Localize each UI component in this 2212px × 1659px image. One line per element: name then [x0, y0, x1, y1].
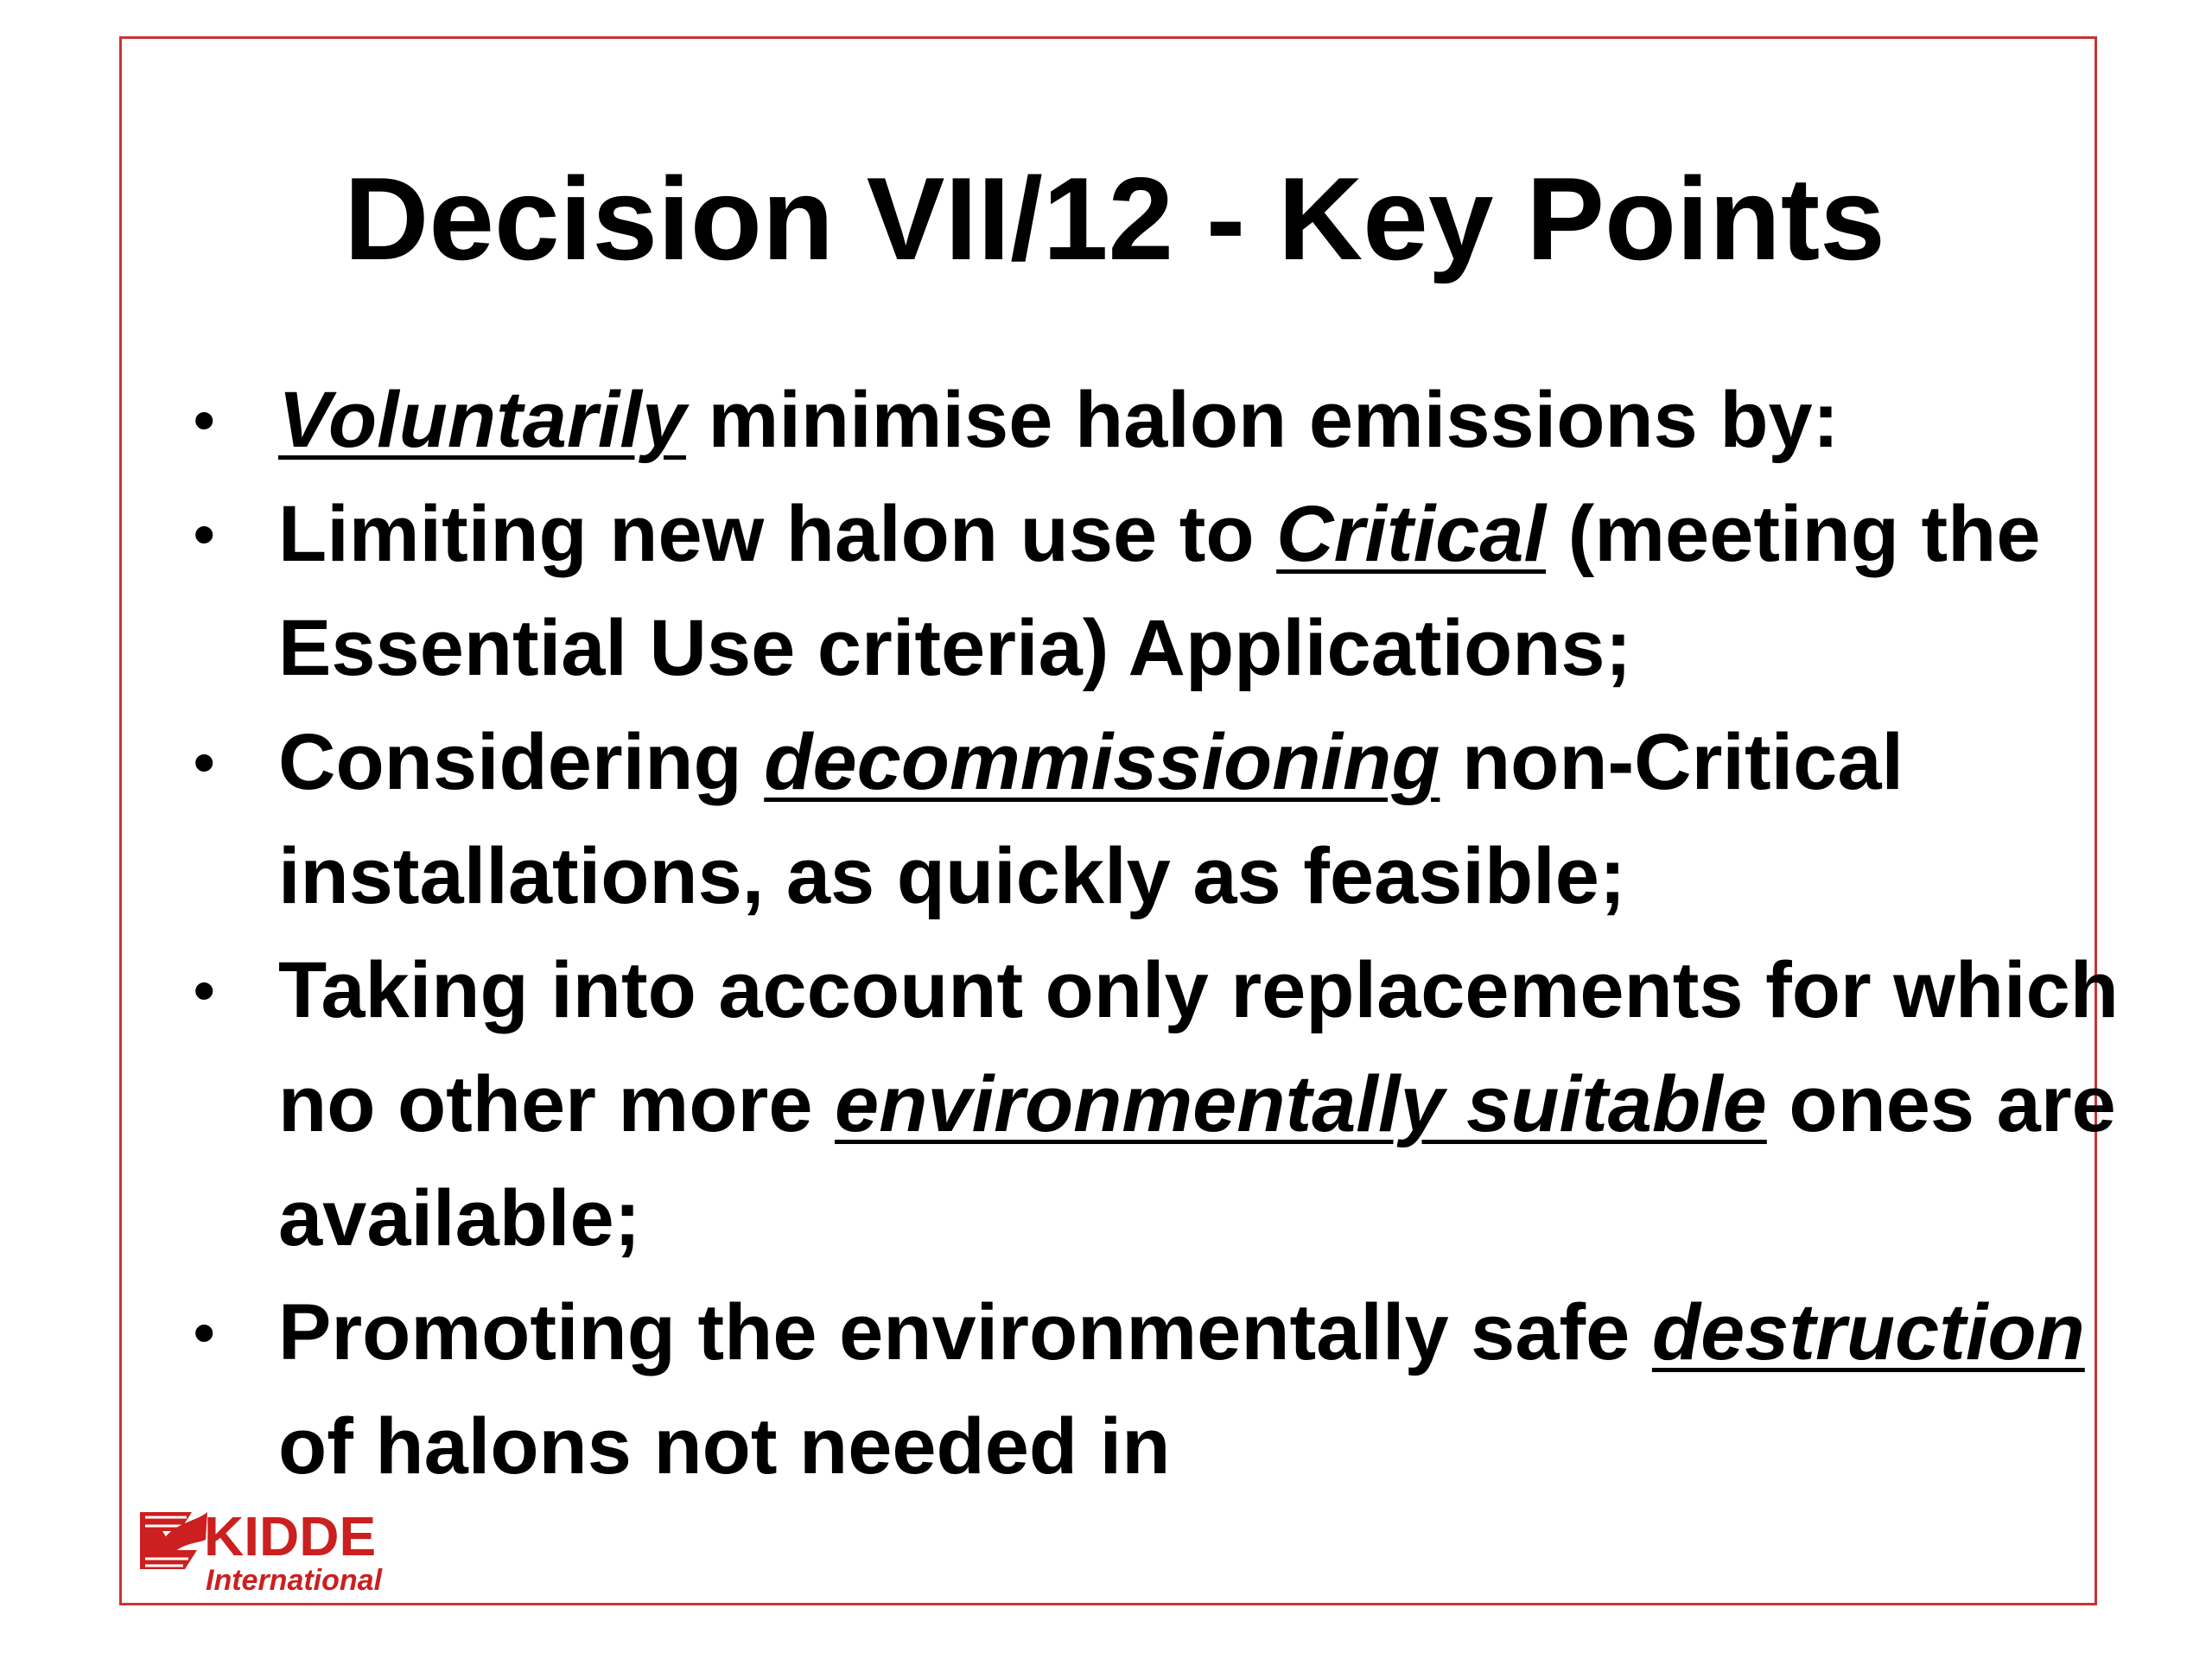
- bullet-text: Limiting new halon use to: [278, 490, 1277, 578]
- bullet-marker: •: [194, 500, 215, 568]
- bullet-text: ones are available;: [278, 1060, 2116, 1262]
- key-points-list: [188, 363, 2124, 1503]
- kidde-logo-brand: KIDDE: [204, 1505, 377, 1567]
- bullet-marker: •: [194, 728, 215, 796]
- bullet-text: of halons not needed in: [278, 1402, 1171, 1491]
- bullet-decommissioning: [188, 705, 2124, 933]
- bullet-destruction: [188, 1275, 2124, 1503]
- bullet-text: minimise halon emissions by:: [686, 376, 1840, 464]
- bullet-text: Taking into account only replacements for which no other more: [278, 946, 2119, 1148]
- bullet-marker: •: [194, 1299, 215, 1366]
- bullet-text: (meeting the Essential Use criteria) Applications;: [278, 490, 2041, 692]
- bullet-marker: •: [194, 957, 215, 1024]
- bullet-limiting-new-halon-use: [188, 477, 2124, 705]
- bullet-replacements: [188, 933, 2124, 1275]
- bullet-text: non-Critical installations, as quickly as feasible;: [278, 718, 1904, 920]
- slide-title: Decision VII/12 - Key Points: [344, 153, 1885, 284]
- bullet-text: Promoting the environmentally safe: [278, 1288, 1652, 1376]
- bullet-marker: •: [194, 386, 215, 454]
- bullet-text: Considering: [278, 718, 765, 806]
- kidde-logo-mark: [140, 1512, 207, 1569]
- emphasis-destruction: destruction: [1651, 1288, 2085, 1376]
- emphasis-environmentally-suitable: environmentally suitable: [835, 1060, 1767, 1148]
- emphasis-decommissioning: decommissioning: [764, 718, 1440, 806]
- kidde-logo-sub: International: [206, 1564, 383, 1597]
- emphasis-voluntarily: Voluntarily: [278, 376, 686, 464]
- bullet-voluntarily: [188, 363, 2124, 477]
- kidde-logo: [137, 1505, 387, 1597]
- emphasis-critical: Critical: [1276, 490, 1547, 578]
